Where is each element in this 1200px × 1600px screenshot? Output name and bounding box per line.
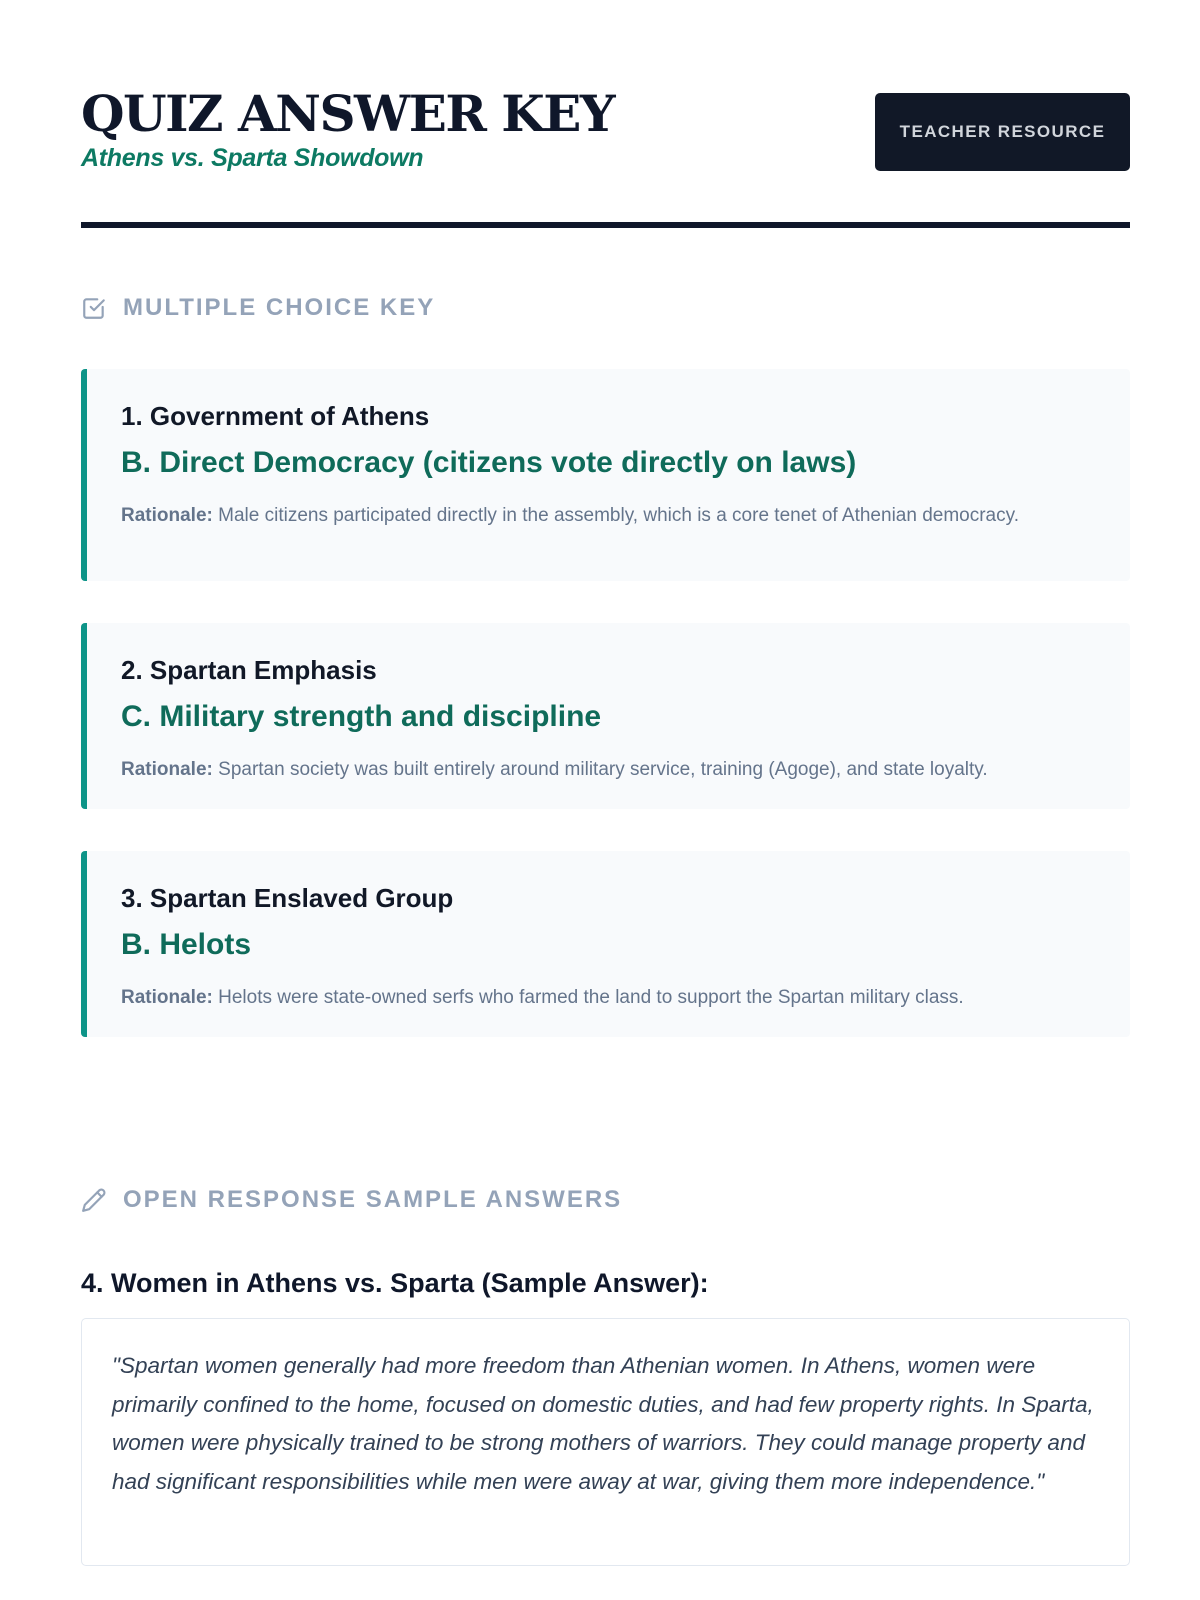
sample-answer-box xyxy=(81,1318,1130,1566)
question-title: 1. Government of Athens xyxy=(121,401,430,431)
answer-card-1 xyxy=(81,369,1130,581)
correct-answer: C. Military strength and discipline xyxy=(121,700,602,733)
rationale xyxy=(121,502,1100,529)
rationale-label: Rationale: xyxy=(121,987,213,1008)
rationale-label: Rationale: xyxy=(121,759,213,780)
rationale-label: Rationale: xyxy=(121,505,213,526)
rationale-text: Helots were state-owned serfs who farmed the land to support the Spartan military class. xyxy=(218,987,964,1008)
question-title: 2. Spartan Emphasis xyxy=(121,655,377,685)
page-title: QUIZ ANSWER KEY xyxy=(81,84,615,143)
question-title: 3. Spartan Enslaved Group xyxy=(121,883,454,913)
open-section-heading xyxy=(81,1186,622,1214)
answer-card-2 xyxy=(81,623,1130,809)
pencil-icon xyxy=(81,1187,107,1213)
open-section-title: OPEN RESPONSE SAMPLE ANSWERS xyxy=(123,1186,623,1213)
header-divider xyxy=(81,222,1130,228)
rationale xyxy=(121,984,1100,1011)
checkbox-icon xyxy=(81,295,107,321)
rationale xyxy=(121,756,1100,783)
correct-answer: B. Helots xyxy=(121,928,252,961)
mc-section-heading xyxy=(81,294,435,322)
rationale-text: Spartan society was built entirely around military service, training (Agoge), and state loyalty. xyxy=(218,759,988,780)
answer-card-3 xyxy=(81,851,1130,1037)
open-question-title: 4. Women in Athens vs. Sparta (Sample Answer): xyxy=(81,1268,709,1298)
correct-answer: B. Direct Democracy (citizens vote directly on laws) xyxy=(121,446,857,479)
mc-section-title: MULTIPLE CHOICE KEY xyxy=(123,294,436,321)
teacher-resource-badge: TEACHER RESOURCE xyxy=(875,93,1130,171)
sample-answer-text: "Spartan women generally had more freedom than Athenian women. In Athens, women were primarily confined to the home, focused on domestic duties, and had few property rights. In Sparta, women were physically trained to be strong mothers of warriors. They could manage property and had significant responsibilities while men were away at war, giving them more independence." xyxy=(112,1353,1094,1494)
rationale-text: Male citizens participated directly in the assembly, which is a core tenet of Athenian democracy. xyxy=(218,505,1019,526)
page-subtitle: Athens vs. Sparta Showdown xyxy=(81,144,424,172)
